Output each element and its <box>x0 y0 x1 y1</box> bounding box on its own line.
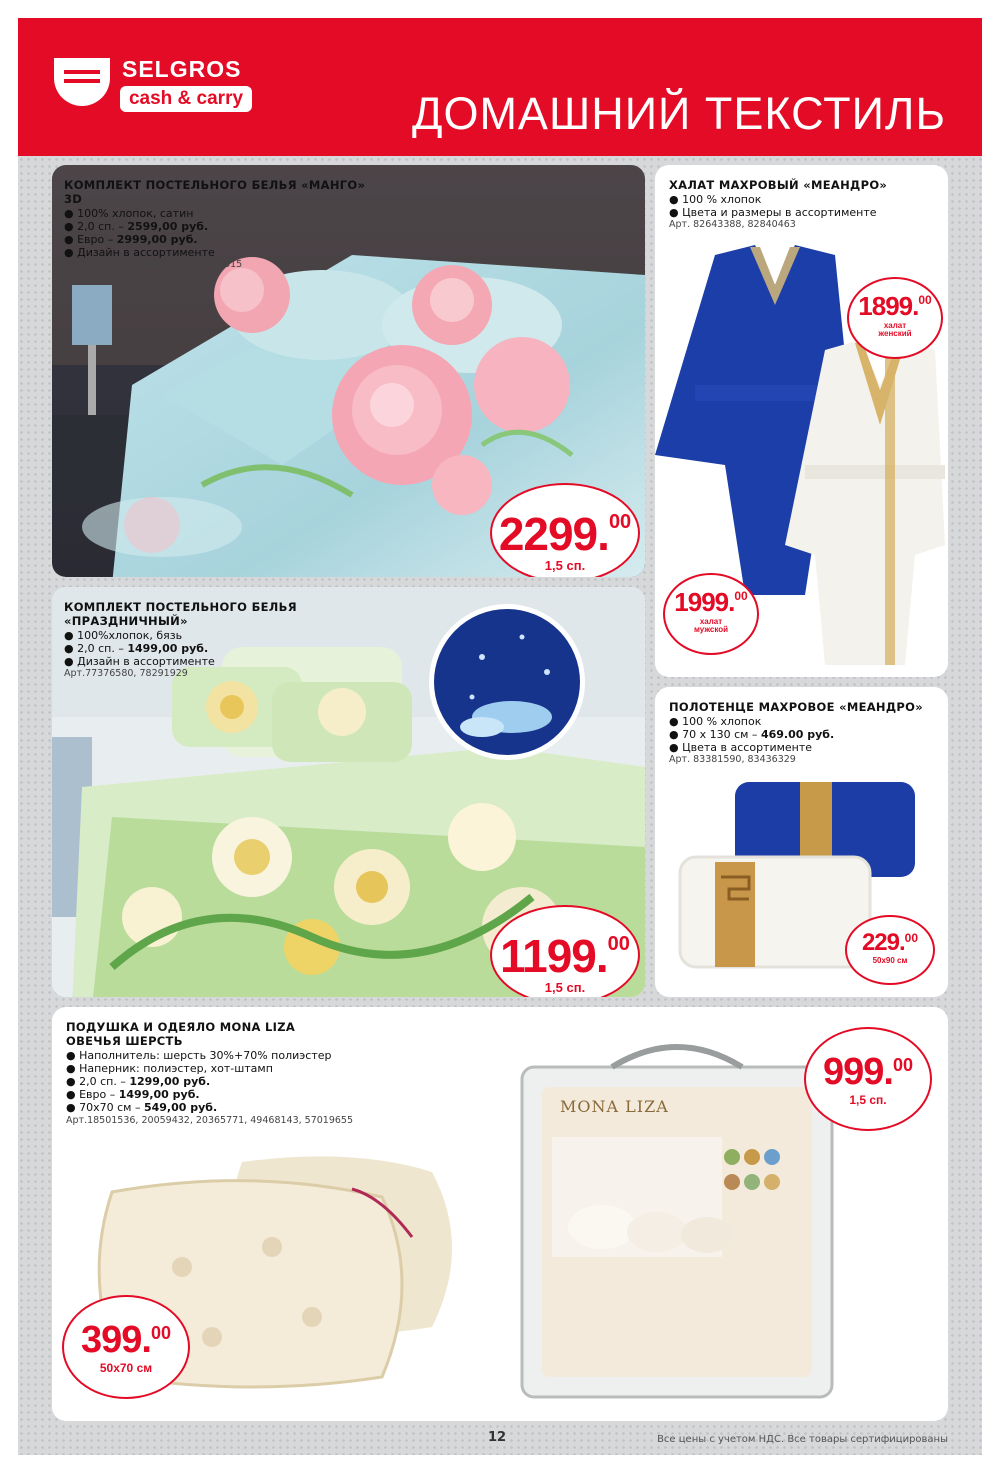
robe-men-price: 1999. <box>674 587 735 617</box>
mango-line: ● Евро – 2999,00 руб. <box>64 232 198 246</box>
header-banner <box>18 18 982 156</box>
prazdnichny-line: ● 100%хлопок, бязь <box>64 628 183 642</box>
towel-article: Арт. 83381590, 83436329 <box>669 754 796 766</box>
robe-women-price: 1899. <box>858 291 919 321</box>
logo-brand-sub: cash & carry <box>120 86 252 112</box>
page-number: 12 <box>488 1430 507 1445</box>
towel-price-note: 50х90 см <box>872 956 908 965</box>
mango-bedding-card[interactable] <box>52 165 645 577</box>
monaliza-article: Арт.18501536, 20059432, 20365771, 49468143, 57019655 <box>66 1114 354 1126</box>
prazdnichny-line: ● Дизайн в ассортименте <box>64 654 215 668</box>
robe-women-price-cents: 00 <box>918 293 932 307</box>
page-title: ДОМАШНИЙ ТЕКСТИЛЬ <box>411 88 946 139</box>
robe-men-note: халат <box>699 617 723 626</box>
basket-logo-icon <box>54 58 110 106</box>
towel-line: ● Цвета в ассортименте <box>669 741 813 755</box>
prazdnichny-price-cents: 00 <box>607 933 630 955</box>
towel-title: ПОЛОТЕНЦЕ МАХРОВОЕ «МЕАНДРО» <box>669 700 923 714</box>
towel-info <box>669 701 944 766</box>
robe-title: ХАЛАТ МАХРОВЫЙ «МЕАНДРО» <box>669 178 888 192</box>
monaliza-line: ● 2,0 сп. – 1299,00 руб. <box>66 1074 211 1088</box>
robe-article: Арт. 82643388, 82840463 <box>669 219 796 231</box>
robe-card[interactable] <box>655 165 948 677</box>
robe-line: ● Цвета и размеры в ассортименте <box>669 205 877 219</box>
monaliza-line: ● 70х70 см – 549,00 руб. <box>66 1101 218 1115</box>
monaliza-blanket-price: 999. <box>823 1051 893 1093</box>
robe-info <box>669 179 939 231</box>
prazdnichny-info <box>64 601 364 680</box>
towel-price-badge <box>845 915 935 985</box>
mango-line: ● 2,0 сп. – 2599,00 руб. <box>64 219 209 233</box>
towel-price-cents: 00 <box>904 931 919 945</box>
monaliza-title: ОВЕЧЬЯ ШЕРСТЬ <box>66 1033 183 1048</box>
robe-men-price-badge <box>663 573 759 655</box>
monaliza-blanket-price-cents: 00 <box>892 1055 913 1075</box>
mango-line: ● 100% хлопок, сатин <box>64 206 194 220</box>
monaliza-line: ● Наполнитель: шерсть 30%+70% полиэстер <box>66 1048 332 1062</box>
mango-title: КОМПЛЕКТ ПОСТЕЛЬНОГО БЕЛЬЯ «МАНГО» 3D <box>64 178 366 206</box>
robe-women-note: женский <box>878 329 912 339</box>
prazdnichny-price-note: 1,5 сп. <box>544 980 586 995</box>
robe-women-price-badge <box>847 277 943 359</box>
monaliza-pillow-price-cents: 00 <box>150 1323 171 1343</box>
robe-women-note: халат <box>883 321 907 330</box>
robe-men-price-cents: 00 <box>734 589 748 603</box>
mango-price-note: 1,5 сп. <box>544 558 586 573</box>
monaliza-line: ● Наперник: полиэстер, хот-штамп <box>66 1061 273 1075</box>
mango-info <box>64 179 384 271</box>
prazdnichny-price-badge <box>490 905 640 997</box>
mango-price-cents: 00 <box>608 511 632 533</box>
towel-line: ● 70 х 130 см – 469.00 руб. <box>669 727 835 741</box>
prazdnichny-title: «ПРАЗДНИЧНЫЙ» <box>64 613 188 628</box>
prazdnichny-article: Арт.77376580, 78291929 <box>64 668 188 680</box>
towel-price: 229. <box>861 929 905 956</box>
monaliza-pillow-note: 50х70 см <box>99 1361 153 1375</box>
mango-price-badge <box>490 483 640 577</box>
robe-men-note: мужской <box>693 625 729 635</box>
monaliza-line: ● Евро – 1499,00 руб. <box>66 1088 200 1102</box>
monaliza-package-brand: MONA LIZA <box>560 1097 669 1116</box>
monaliza-pillow-price-badge <box>62 1295 190 1399</box>
monaliza-title: ПОДУШКА И ОДЕЯЛО MONA LIZA <box>66 1020 296 1034</box>
monaliza-pillow-price: 399. <box>81 1319 151 1361</box>
monaliza-blanket-note: 1,5 сп. <box>849 1093 887 1107</box>
logo-brand-name: SELGROS <box>122 56 242 82</box>
prazdnichny-price: 1199. <box>500 930 608 982</box>
footer-note: Все цены с учетом НДС. Все товары сертифицированы <box>657 1434 948 1445</box>
monaliza-blanket-price-badge <box>804 1027 932 1131</box>
mango-line: ● Дизайн в ассортименте <box>64 246 215 260</box>
prazdnichny-bedding-card[interactable] <box>52 587 645 997</box>
prazdnichny-line: ● 2,0 сп. – 1499,00 руб. <box>64 641 209 655</box>
towel-card[interactable] <box>655 687 948 997</box>
towel-line: ● 100 % хлопок <box>669 714 762 728</box>
robe-line: ● 100 % хлопок <box>669 192 762 206</box>
mango-article: Арт.10229714, 10675155, 15426315 <box>64 259 243 271</box>
monaliza-info <box>66 1021 406 1126</box>
prazdnichny-title: КОМПЛЕКТ ПОСТЕЛЬНОГО БЕЛЬЯ <box>64 600 297 614</box>
monaliza-card[interactable] <box>52 1007 948 1421</box>
mango-price: 2299. <box>498 508 609 560</box>
